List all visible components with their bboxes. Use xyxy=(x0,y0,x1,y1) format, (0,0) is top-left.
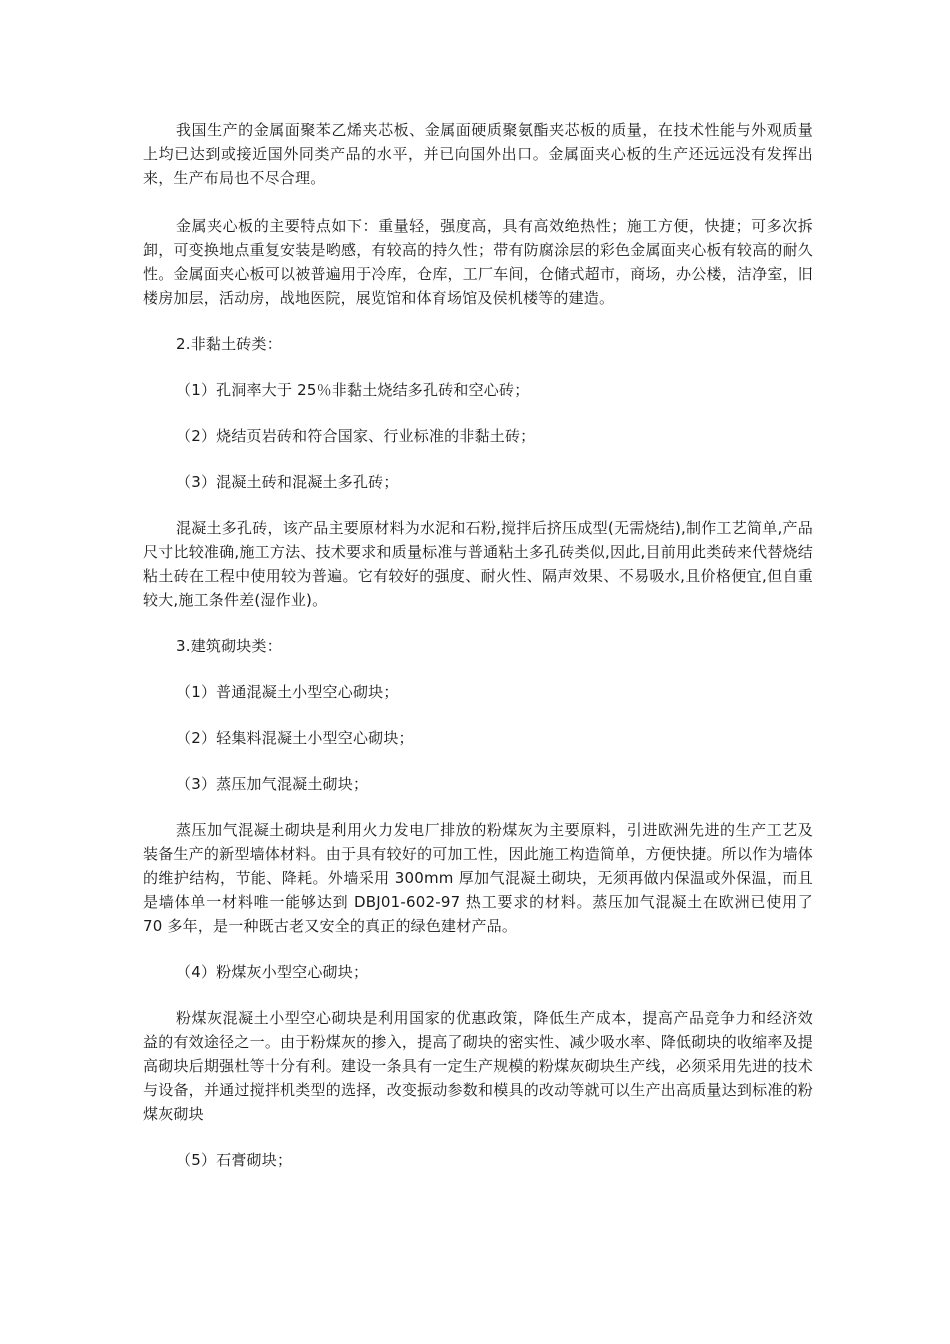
list-item: （5）石膏砌块； xyxy=(176,1151,293,1169)
list-item: （1）孔洞率大于 25％非黏土烧结多孔砖和空心砖； xyxy=(176,381,530,399)
list-item: （3）蒸压加气混凝土砌块； xyxy=(176,775,369,793)
paragraph-concrete-porous-brick: 混凝土多孔砖，该产品主要原材料为水泥和石粉,搅拌后挤压成型(无需烧结),制作工艺简单,产品尺寸比较准确,施工方法、技术要求和质量标准与普通粘土多孔砖类似,因此,目前用此类砖来代替烧结粘土砖在工程中使用较为普遍。它有较好的强度、耐火性、隔声效果、不易吸水,且价格便宜,但自重较大,施工条件差(湿作业)。 xyxy=(143,519,813,609)
paragraph-metal-sandwich-quality: 我国生产的金属面聚苯乙烯夹芯板、金属面硬质聚氨酯夹芯板的质量，在技术性能与外观质量上均已达到或接近国外同类产品的水平，并已向国外出口。金属面夹心板的生产还远远没有发挥出来，生产布局也不尽合理。 xyxy=(143,121,813,187)
section-heading-non-clay-brick: 2.非黏土砖类： xyxy=(176,335,282,353)
list-item: （2）烧结页岩砖和符合国家、行业标准的非黏土砖； xyxy=(176,427,536,445)
list-item: （1）普通混凝土小型空心砌块； xyxy=(176,683,399,701)
list-item: （4）粉煤灰小型空心砌块； xyxy=(176,963,369,981)
section-heading-building-block: 3.建筑砌块类： xyxy=(176,637,282,655)
list-item: （3）混凝土砖和混凝土多孔砖； xyxy=(176,473,399,491)
paragraph-fly-ash-block: 粉煤灰混凝土小型空心砌块是利用国家的优惠政策，降低生产成本，提高产品竞争力和经济效益的有效途径之一。由于粉煤灰的掺入，提高了砌块的密实性、减少吸水率、降低砌块的收缩率及提高砌块后期强杜等十分有利。建设一条具有一定生产规模的粉煤灰砌块生产线，必须采用先进的技术与设备，并通过搅拌机类型的选择，改变振动参数和模具的改动等就可以生产出高质量达到标准的粉煤灰砌块 xyxy=(143,1009,813,1123)
paragraph-aerated-concrete-block: 蒸压加气混凝土砌块是利用火力发电厂排放的粉煤灰为主要原料，引进欧洲先进的生产工艺及装备生产的新型墙体材料。由于具有较好的可加工性，因此施工构造简单，方便快捷。所以作为墙体的维护结构，节能、降耗。外墙采用 300mm 厚加气混凝土砌块，无须再做内保温或外保温，而且是墙体单一材料唯一能够达到 DBJ01-602-97 热工要求的材料。蒸压加气混凝土在欧洲已使用了 70 多年，是一种既古老又安全的真正的绿色建材产品。 xyxy=(143,821,813,935)
list-item: （2）轻集料混凝土小型空心砌块； xyxy=(176,729,414,747)
paragraph-metal-sandwich-features: 金属夹心板的主要特点如下：重量轻，强度高，具有高效绝热性；施工方便，快捷；可多次拆卸，可变换地点重复安装是哟感，有较高的持久性；带有防腐涂层的彩色金属面夹心板有较高的耐久性。金属面夹心板可以被普遍用于冷库，仓库，工厂车间，仓储式超市，商场，办公楼，洁净室，旧楼房加层，活动房，战地医院，展览馆和体育场馆及侯机楼等的建造。 xyxy=(143,217,813,307)
document-body xyxy=(143,118,813,1194)
